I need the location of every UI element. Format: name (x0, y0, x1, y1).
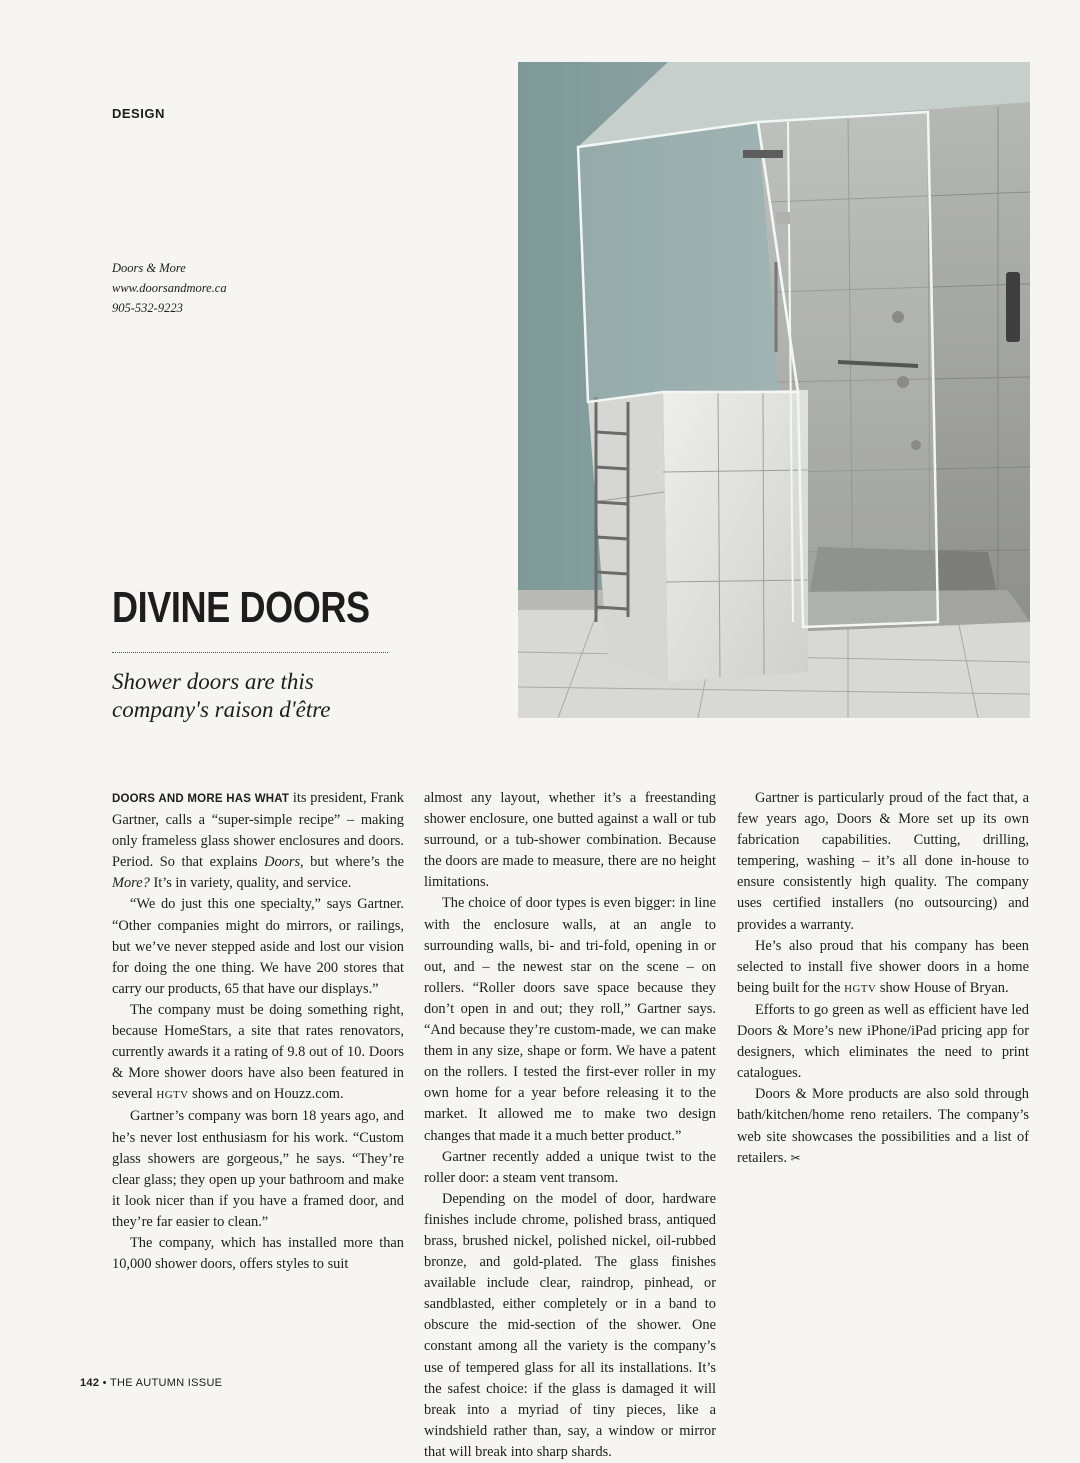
article-paragraph: The choice of door types is even bigger: in line with the enclosure walls, at an angle to surrounding walls, bi- and tri-fold, opening in or out, and – the newest star on the scene – on rollers. “Roller doors save space because they don’t open in and out; they roll,” Gartner says. “And because they’re custom-made, we can make them in any size, shape or form. We have a patent on the rollers. I tested the first-ever roller in my own home for a year before releasing it to the market. It allowed me to make two design changes that made it a much better product.” (424, 895, 716, 1144)
page-footer (80, 1377, 222, 1389)
article-column-2 (424, 788, 716, 1463)
shower-enclosure-photo (518, 62, 1030, 718)
section-label: DESIGN (112, 106, 165, 121)
lead-in: DOORS AND MORE HAS WHAT (112, 793, 290, 805)
article-paragraph-continued: almost any layout, whether it’s a freestanding shower enclosure, one butted against a wall or tub surround, or a tub-shower combination. Because the doors are made to measure, there are no height limitations. (424, 790, 716, 891)
contact-phone: 905-532-9223 (112, 301, 183, 315)
page-number: 142 (80, 1377, 100, 1389)
article-column-1 (112, 788, 404, 1275)
article-paragraph: Gartner’s company was born 18 years ago, and he’s never lost enthusiasm for his work. “Custom glass showers are gorgeous,” he says. “They’re clear glass; they open up your bathroom and make it look nicer than if you have a framed door, and they’re far easier to clean.” (112, 1108, 404, 1230)
end-mark-icon: ✂ (790, 1150, 801, 1165)
contact-info (112, 258, 227, 318)
article-paragraph: The company must be doing something right, because HomeStars, a site that rates renovators, currently awards it a rating of 9.8 out of 10. Doors & More shower doors have also been featured in several HGTV shows and on Houzz.com. (112, 1001, 404, 1103)
contact-website: www.doorsandmore.ca (112, 281, 227, 295)
article-paragraph: Efforts to go green as well as efficient have led Doors & More’s new iPhone/iPad pricing app for designers, which eliminates the need to print catalogues. (737, 1001, 1029, 1082)
article-paragraph: Gartner recently added a unique twist to the roller door: a steam vent transom. (424, 1148, 716, 1186)
footer-bullet: • (102, 1377, 107, 1389)
subhead: Shower doors are this company's raison d'être (112, 669, 331, 722)
article-paragraph: Doors & More products are also sold through bath/kitchen/home reno retailers. The company’s web site showcases the possibilities and a list of retailers. ✂ (737, 1086, 1029, 1166)
article-paragraph: The company, which has installed more than 10,000 shower doors, offers styles to suit (112, 1234, 404, 1273)
issue-name: THE AUTUMN ISSUE (109, 1377, 223, 1389)
headline-divider (112, 652, 388, 653)
article-paragraph: Gartner is particularly proud of the fact that, a few years ago, Doors & More set up its own fabrication capabilities. Cutting, drilling, tempering, washing – it’s all done in-house to ensure consistently high quality. The company uses certified installers (no outsourcing) and provides a warranty. (737, 790, 1029, 933)
article-paragraph: DOORS AND MORE HAS WHAT its president, Frank Gartner, calls a “super-simple recipe” – making only frameless glass shower enclosures and doors. Period. So that explains Doors, but where’s the More? It’s in variety, quality, and service. (112, 790, 404, 892)
headline: DIVINE DOORS (112, 583, 370, 632)
article-paragraph: Depending on the model of door, hardware finishes include chrome, polished brass, antiqued brass, brushed nickel, polished nickel, oil-rubbed bronze, and gold-plated. The glass finishes available include clear, raindrop, pinhead, or sandblasted, either completely or in a band to obscure the mid-section of the shower. One constant among all the variety is the company’s use of tempered glass for all its installations. It’s the safest choice: if the glass is damaged it will break into a myriad of tiny pieces, like a windshield rather than, say, a window or mirror that will break into sharp shards. (424, 1190, 716, 1460)
article-paragraph: He’s also proud that his company has been selected to install five shower doors in a home being built for the HGTV show House of Bryan. (737, 937, 1029, 996)
article-paragraph: “We do just this one specialty,” says Gartner. “Other companies might do mirrors, or railings, but we’ve never stepped aside and lost our vision for doing the one thing. We have 200 stores that carry our products, 65 that have our displays.” (112, 896, 404, 997)
article-column-3 (737, 788, 1029, 1169)
contact-company: Doors & More (112, 261, 186, 275)
